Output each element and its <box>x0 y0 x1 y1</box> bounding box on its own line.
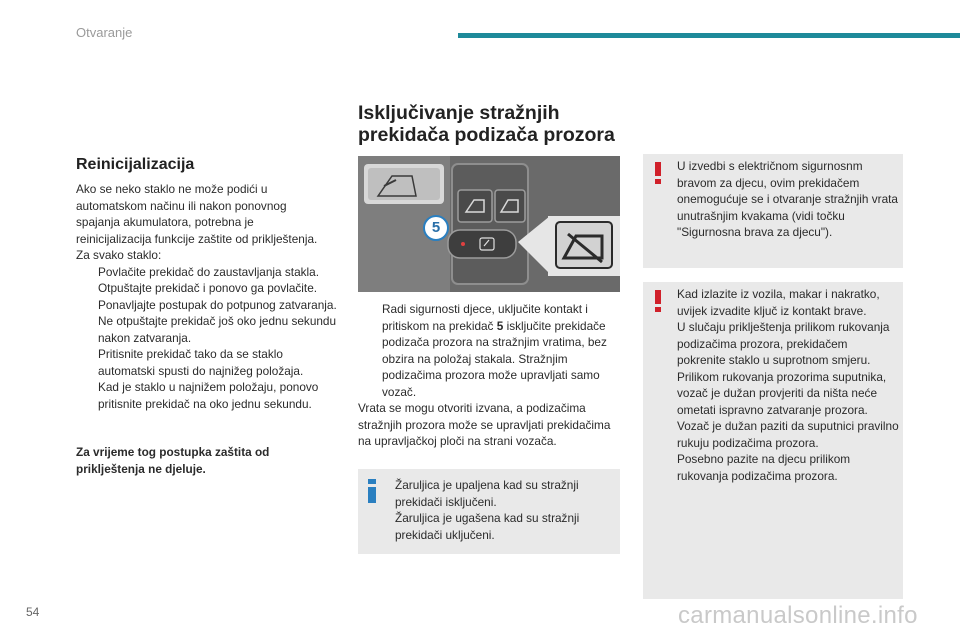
intro-line: automatskom načinu ili nakon ponovnog <box>76 198 287 213</box>
list-item <box>76 297 338 314</box>
instruction-text-start: Radi sigurnosti djece, uključite kontakt i pritiskom na prekidač <box>382 302 588 333</box>
protection-note: Za vrijeme tog postupka zaštita od priklještenja ne djeluje. <box>76 445 270 476</box>
intro-line: reinicijalizacija funkcije zaštite od priklještenja. <box>76 231 318 246</box>
warning-line: Kad izlazite iz vozila, makar i nakratko, uvijek izvadite ključ iz kontakt brave. <box>677 287 880 318</box>
title-line: prekidača podizača prozora <box>358 124 615 146</box>
list-item <box>76 264 338 281</box>
warning-line: U slučaju priklještenja prilikom rukovanja podizačima prozora, prekidačem pokrenite staklo u suprotnom smjeru. <box>677 320 890 367</box>
info-line: prekidači isključeni. <box>395 494 497 509</box>
info-icon <box>368 479 376 501</box>
header-accent-bar <box>458 33 960 38</box>
list-item-text: Otpuštajte prekidač i ponovo ga povlačite. <box>98 281 318 295</box>
door-switch-illustration <box>358 156 620 292</box>
warning-icon <box>655 162 661 184</box>
info-box <box>358 469 620 554</box>
switch-panel-image <box>358 156 620 292</box>
reinitialization-steps <box>76 264 338 413</box>
figure-callout-5: 5 <box>431 219 441 236</box>
warning-text: U izvedbi s električnom sigurnosnm bravom za djecu, ovim prekidačem onemogućuje se i otvaranje stražnjih vrata unutrašnjim kvakama (vidi točku "Sigurnosna brava za djecu"). <box>677 159 898 239</box>
list-item-text: Kad je staklo u najnižem položaju, ponovo pritisnite prekidač na oko jednu sekundu. <box>98 380 319 411</box>
page-title <box>358 102 628 146</box>
list-item <box>76 280 338 297</box>
section-title: Otvaranje <box>76 25 133 40</box>
paragraph: Vrata se mogu otvoriti izvana, a podizačima stražnjih prozora može se upravljati prekidačima na upravljačkoj ploči na strani vozača. <box>358 401 611 448</box>
switch-number: 5 <box>496 318 504 333</box>
list-item-text: Ne otpuštajte prekidač još oko jednu sekundu nakon zatvaranja. <box>98 314 337 345</box>
instruction-text-end: isključite prekidače podizača prozora na stražnjim vratima, bez obzira na položaj stakala. Stražnjim podizačima prozora može upravljati samo vozač. <box>382 318 607 399</box>
intro-line: spajanja akumulatora, potrebna je <box>76 215 254 229</box>
intro-line: Ako se neko staklo ne može podići u <box>76 182 268 196</box>
list-item <box>358 301 623 400</box>
info-line: Žaruljica je upaljena kad su stražnji <box>395 478 579 492</box>
warning-line: Prilikom rukovanja prozorima suputnika, vozač je dužan provjeriti da ništa neće ometati ispravno zatvaranje prozora. <box>677 369 887 417</box>
list-item-text: Ponavljajte postupak do potpunog zatvaranja. <box>98 297 337 312</box>
page-number: 54 <box>26 605 40 619</box>
list-item <box>76 313 338 346</box>
reinitialization-heading: Reinicijalizacija <box>76 156 195 173</box>
watermark: carmanualsonline.info <box>678 602 918 629</box>
list-item <box>76 346 338 379</box>
disable-switches-text <box>358 301 623 450</box>
info-line: Žaruljica je ugašena kad su stražnji <box>395 511 580 525</box>
warning-line: Posebno pazite na djecu prilikom rukovanja podizačima prozora. <box>677 452 851 483</box>
title-line: Isključivanje stražnjih <box>358 102 560 124</box>
intro-line: Za svako staklo: <box>76 248 162 262</box>
reinitialization-body <box>76 181 338 412</box>
list-item-text: Povlačite prekidač do zaustavljanja stakla. <box>98 264 319 279</box>
warning-box-child-lock <box>643 154 903 268</box>
list-item-text: Pritisnite prekidač tako da se staklo automatski spusti do najnižeg položaja. <box>98 347 304 378</box>
warning-text <box>677 286 899 484</box>
info-text <box>395 477 610 543</box>
list-item <box>76 379 338 412</box>
info-line: prekidači uključeni. <box>395 527 495 542</box>
warning-icon <box>655 290 661 312</box>
warning-box-safety <box>643 282 903 599</box>
warning-line: Vozač je dužan paziti da suputnici pravilno rukuju podizačima prozora. <box>677 419 899 450</box>
